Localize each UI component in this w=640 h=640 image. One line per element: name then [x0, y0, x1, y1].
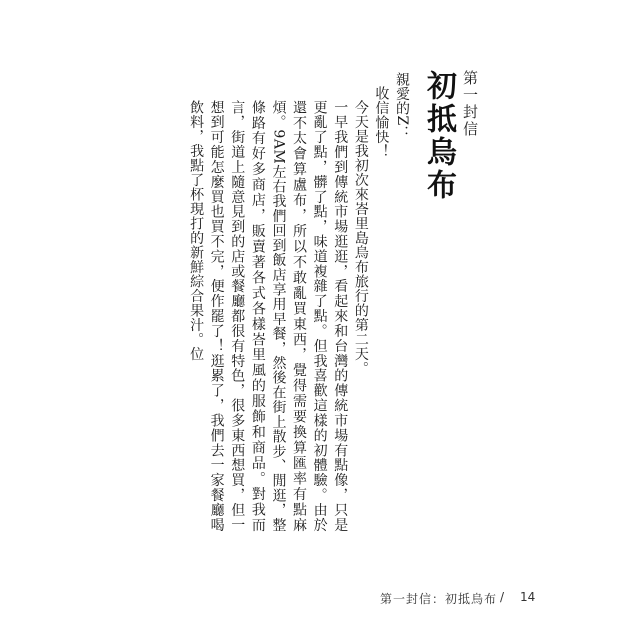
- page-footer: [0, 590, 640, 614]
- page-separator: /: [500, 590, 505, 604]
- letter-greeting: 收信愉快！: [373, 86, 390, 159]
- chapter-heading: [420, 70, 480, 210]
- chapter-label: 第一封信: [461, 70, 479, 138]
- letter-body: [166, 72, 412, 532]
- letter-paragraph: 一早我們到傳統市場逛逛，看起來和台灣的傳統市場有點像，只是更亂了點，髒了點，味道複雜了點。但我喜歡這樣的初體驗。由於還不太會算盧布，所以不敢亂買東西，覺得需要換算匯率有點麻煩。9AM左右我們回到飯店享用早餐，然後在街上散步、閒逛，整條路有好多商店，販賣著各式各樣峇里風的服飾和商品。對我而言，街道上隨意見到的店或餐廳都很有特色，很多東西想買，但一想到可能怎麼買也買不完，便作罷了！逛累了，我們去一家餐廳喝飲料，我點了杯現打的新鮮綜合果汁。位: [188, 100, 349, 532]
- page-number: 14: [520, 590, 536, 604]
- chapter-title: 初抵烏布: [421, 70, 456, 202]
- running-head: 第一封信：初抵烏布: [380, 592, 498, 606]
- letter-paragraph: 今天是我初次來峇里島烏布旅行的第二天。: [352, 100, 369, 376]
- letter-salutation: 親愛的Z：: [394, 72, 410, 141]
